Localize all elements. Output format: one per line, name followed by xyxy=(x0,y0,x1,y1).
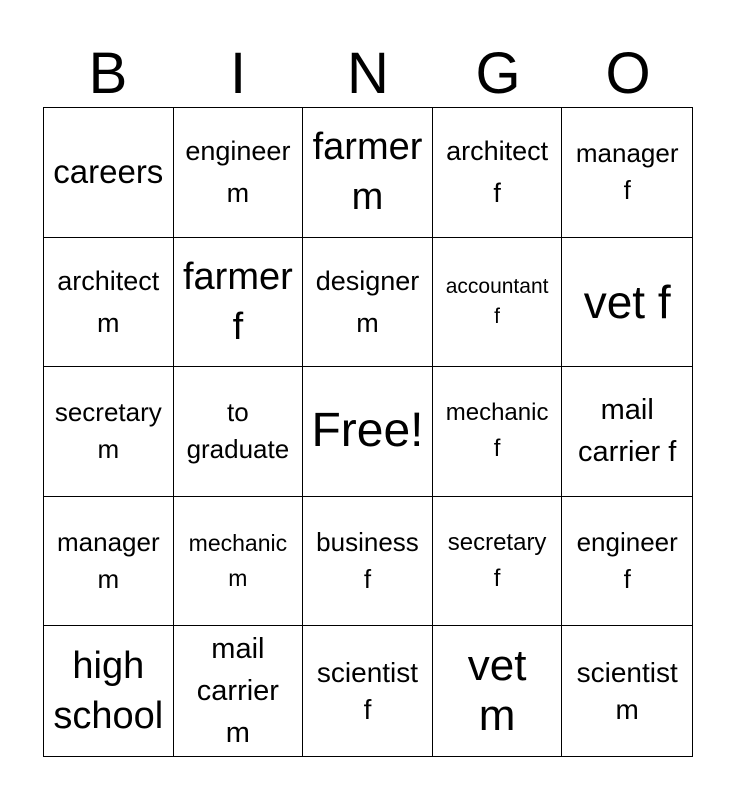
cell-label: designer m xyxy=(315,265,420,338)
bingo-cell[interactable] xyxy=(174,497,304,627)
cell-label: farmer f xyxy=(182,255,293,348)
bingo-cell[interactable] xyxy=(433,108,563,238)
bingo-cell[interactable] xyxy=(303,238,433,368)
bingo-cell[interactable] xyxy=(433,626,563,756)
cell-label: manager m xyxy=(56,527,160,595)
header-letter-i: I xyxy=(229,41,247,106)
header-letter-o: O xyxy=(605,41,651,106)
bingo-cell[interactable] xyxy=(562,108,692,238)
cell-label: accountant f xyxy=(445,274,549,328)
free-space[interactable] xyxy=(303,367,433,497)
bingo-cell[interactable] xyxy=(303,108,433,238)
bingo-cell[interactable] xyxy=(44,108,174,238)
header-letter-n: N xyxy=(347,41,389,106)
cell-label: high school xyxy=(53,645,164,738)
bingo-cell[interactable] xyxy=(44,497,174,627)
bingo-cell[interactable] xyxy=(174,238,304,368)
bingo-cell[interactable] xyxy=(174,367,304,497)
bingo-cell[interactable] xyxy=(44,626,174,756)
header-letter-g: G xyxy=(475,41,521,106)
cell-label: architect m xyxy=(57,265,160,338)
bingo-cell[interactable] xyxy=(562,626,692,756)
cell-label: scientist m xyxy=(576,657,678,726)
bingo-board xyxy=(43,107,693,757)
bingo-cell[interactable] xyxy=(562,238,692,368)
bingo-cell[interactable] xyxy=(174,108,304,238)
cell-label: mechanic f xyxy=(445,399,549,463)
cell-label: secretary m xyxy=(54,397,162,465)
free-space-label: Free! xyxy=(311,404,424,458)
bingo-cell[interactable] xyxy=(433,238,563,368)
cell-label: vet f xyxy=(583,275,671,328)
cell-label: secretary f xyxy=(447,529,547,593)
cell-label: careers xyxy=(53,153,164,191)
cell-label: to graduate xyxy=(186,397,290,465)
bingo-cell[interactable] xyxy=(44,238,174,368)
cell-label: mechanic m xyxy=(188,530,288,592)
bingo-cell[interactable] xyxy=(303,497,433,627)
header-letter-b: B xyxy=(88,41,128,106)
bingo-cell[interactable] xyxy=(303,626,433,756)
bingo-cell[interactable] xyxy=(562,497,692,627)
cell-label: mail carrier m xyxy=(196,633,279,750)
cell-label: manager f xyxy=(575,138,679,206)
cell-label: architect f xyxy=(446,136,549,209)
bingo-cell[interactable] xyxy=(174,626,304,756)
bingo-cell[interactable] xyxy=(433,367,563,497)
bingo-cell[interactable] xyxy=(562,367,692,497)
bingo-header xyxy=(43,42,693,106)
cell-label: vet m xyxy=(467,641,527,741)
cell-label: engineer m xyxy=(185,136,291,209)
cell-label: scientist f xyxy=(316,657,419,726)
cell-label: mail carrier f xyxy=(578,394,677,469)
bingo-cell[interactable] xyxy=(44,367,174,497)
cell-label: engineer f xyxy=(576,527,678,595)
cell-label: business f xyxy=(316,527,419,595)
cell-label: farmer m xyxy=(312,126,423,219)
bingo-cell[interactable] xyxy=(433,497,563,627)
